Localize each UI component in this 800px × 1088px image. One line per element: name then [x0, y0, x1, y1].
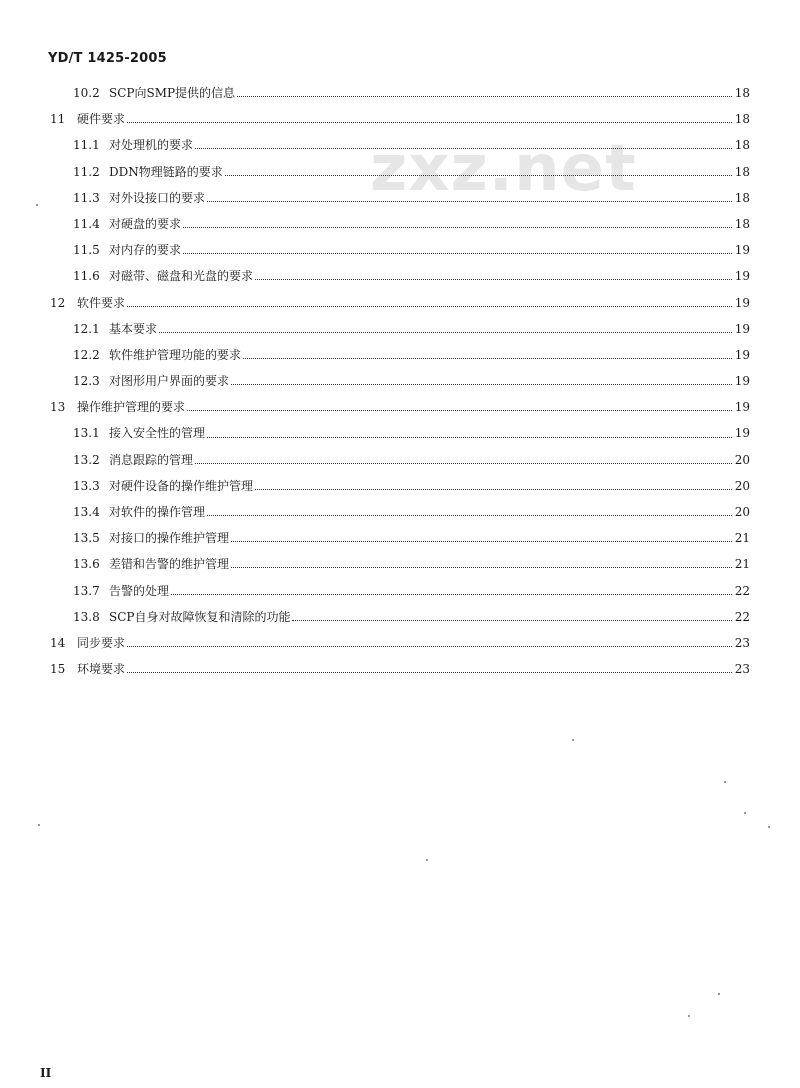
- toc-entry-number: 11.4: [73, 216, 100, 231]
- scan-speck: [744, 812, 746, 814]
- dot-leader: [127, 645, 732, 647]
- toc-entry-title: 对图形用户界面的要求: [109, 374, 230, 389]
- scan-speck: [426, 859, 428, 861]
- table-of-contents: [0, 80, 800, 682]
- toc-entry: [0, 473, 800, 499]
- scan-speck: [36, 204, 38, 206]
- toc-entry-number: 11.6: [73, 269, 100, 284]
- toc-entry-title: 对软件的操作管理: [109, 505, 206, 519]
- toc-entry-title: 对外设接口的要求: [109, 190, 206, 205]
- toc-entry-title: 告警的处理: [109, 583, 170, 598]
- toc-entry-number: 11.2: [73, 164, 100, 179]
- toc-entry-number: 12.1: [73, 321, 100, 336]
- toc-entry-title: 差错和告警的维护管理: [109, 557, 230, 572]
- toc-entry-page: 19: [734, 243, 750, 258]
- toc-entry-number: 13.4: [73, 505, 100, 519]
- dot-leader: [237, 95, 732, 97]
- scan-speck: [724, 781, 726, 783]
- toc-entry-page: 19: [734, 295, 750, 310]
- toc-entry: [0, 394, 800, 420]
- toc-entry: [0, 368, 800, 394]
- toc-entry-title: DDN物理链路的要求: [109, 164, 223, 179]
- toc-entry-number: 11: [50, 112, 66, 127]
- toc-entry-number: 13.2: [73, 452, 100, 467]
- toc-entry-title: 对内存的要求: [109, 243, 182, 258]
- toc-entry-number: 11.1: [73, 138, 100, 153]
- toc-entry-page: 20: [734, 478, 750, 493]
- toc-entry-page: 19: [734, 400, 750, 415]
- toc-entry-title: 基本要求: [109, 321, 158, 336]
- dot-leader: [231, 540, 732, 542]
- toc-entry: [0, 578, 800, 604]
- toc-entry-page: 18: [734, 86, 750, 100]
- scan-speck: [718, 993, 720, 995]
- dot-leader: [171, 593, 732, 595]
- toc-entry: [0, 106, 800, 132]
- toc-entry-number: 13.1: [73, 426, 100, 441]
- toc-entry-title: 接入安全性的管理: [109, 426, 206, 441]
- dot-leader: [183, 252, 732, 254]
- dot-leader: [243, 357, 732, 359]
- toc-entry-title: 软件要求: [77, 295, 126, 310]
- toc-entry-title: 对处理机的要求: [109, 138, 194, 153]
- dot-leader: [292, 619, 732, 621]
- toc-entry-page: 18: [734, 216, 750, 231]
- toc-entry-number: 14: [50, 635, 66, 650]
- toc-entry-page: 19: [734, 426, 750, 441]
- toc-entry-number: 13: [50, 400, 66, 415]
- toc-entry-title: 软件维护管理功能的要求: [109, 347, 242, 362]
- dot-leader: [127, 121, 732, 123]
- dot-leader: [159, 331, 732, 333]
- toc-entry-page: 18: [734, 138, 750, 153]
- toc-entry-title: 同步要求: [77, 635, 126, 650]
- toc-entry: [0, 604, 800, 630]
- toc-entry-page: 18: [734, 190, 750, 205]
- toc-entry: [0, 630, 800, 656]
- page-number-footer: II: [40, 1066, 52, 1080]
- toc-entry: [0, 237, 800, 263]
- dot-leader: [207, 200, 732, 202]
- toc-entry-title: 消息跟踪的管理: [109, 452, 194, 467]
- scan-speck: [572, 739, 574, 741]
- dot-leader: [207, 436, 732, 438]
- toc-entry: [0, 525, 800, 551]
- toc-entry-number: 13.5: [73, 531, 100, 546]
- toc-entry-number: 11.3: [73, 190, 100, 205]
- toc-entry-page: 21: [734, 557, 750, 572]
- watermark: zxz.net: [370, 132, 637, 206]
- toc-entry: [0, 420, 800, 446]
- toc-entry: [0, 132, 800, 158]
- toc-entry-number: 12.3: [73, 374, 100, 389]
- toc-entry: [0, 551, 800, 577]
- toc-entry-number: 12: [50, 295, 66, 310]
- dot-leader: [225, 174, 732, 176]
- toc-entry-page: 19: [734, 374, 750, 389]
- toc-entry-title: 对磁带、磁盘和光盘的要求: [109, 269, 254, 284]
- toc-entry: [0, 263, 800, 289]
- toc-entry-page: 23: [734, 662, 750, 677]
- toc-entry-title: SCP自身对故障恢复和清除的功能: [109, 609, 291, 624]
- toc-entry-page: 19: [734, 347, 750, 362]
- dot-leader: [195, 147, 732, 149]
- toc-entry-number: 13.3: [73, 478, 100, 493]
- dot-leader: [255, 488, 732, 490]
- toc-entry-page: 18: [734, 164, 750, 179]
- toc-entry-page: 22: [734, 583, 750, 598]
- toc-entry: [0, 290, 800, 316]
- toc-entry-page: 20: [734, 452, 750, 467]
- toc-entry-number: 13.6: [73, 557, 100, 572]
- document-id-header: YD/T 1425-2005: [48, 51, 167, 66]
- scan-speck: [768, 826, 770, 828]
- dot-leader: [127, 305, 732, 307]
- toc-entry: [0, 656, 800, 682]
- toc-entry-number: 13.7: [73, 583, 100, 598]
- toc-entry-page: 19: [734, 269, 750, 284]
- toc-entry-number: 12.2: [73, 347, 100, 362]
- dot-leader: [207, 514, 732, 516]
- toc-entry-number: 10.2: [73, 86, 100, 100]
- dot-leader: [183, 226, 732, 228]
- toc-entry-number: 15: [50, 662, 66, 677]
- dot-leader: [127, 671, 732, 673]
- toc-entry: [0, 185, 800, 211]
- toc-entry-title: 对接口的操作维护管理: [109, 531, 230, 546]
- toc-entry: [0, 159, 800, 185]
- toc-entry: [0, 342, 800, 368]
- toc-entry-title: 环境要求: [77, 662, 126, 677]
- toc-entry: [0, 447, 800, 473]
- toc-entry-page: 18: [734, 112, 750, 127]
- toc-entry-page: 21: [734, 531, 750, 546]
- dot-leader: [195, 462, 732, 464]
- dot-leader: [231, 383, 732, 385]
- dot-leader: [255, 278, 732, 280]
- toc-entry-page: 22: [734, 609, 750, 624]
- dot-leader: [231, 566, 732, 568]
- toc-entry-title: 硬件要求: [77, 112, 126, 127]
- toc-entry-number: 11.5: [73, 243, 100, 258]
- toc-entry-page: 20: [734, 505, 750, 519]
- toc-entry-number: 13.8: [73, 609, 100, 624]
- dot-leader: [187, 409, 732, 411]
- toc-entry: [0, 499, 800, 525]
- scan-speck: [688, 1015, 690, 1017]
- toc-entry: [0, 211, 800, 237]
- toc-entry-title: 对硬件设备的操作维护管理: [109, 478, 254, 493]
- toc-entry-title: SCP向SMP提供的信息: [109, 86, 236, 100]
- toc-entry: [0, 80, 800, 106]
- toc-entry-page: 23: [734, 635, 750, 650]
- toc-entry-title: 操作维护管理的要求: [77, 400, 186, 415]
- toc-entry-page: 19: [734, 321, 750, 336]
- toc-entry: [0, 316, 800, 342]
- toc-entry-title: 对硬盘的要求: [109, 216, 182, 231]
- scan-speck: [38, 824, 40, 826]
